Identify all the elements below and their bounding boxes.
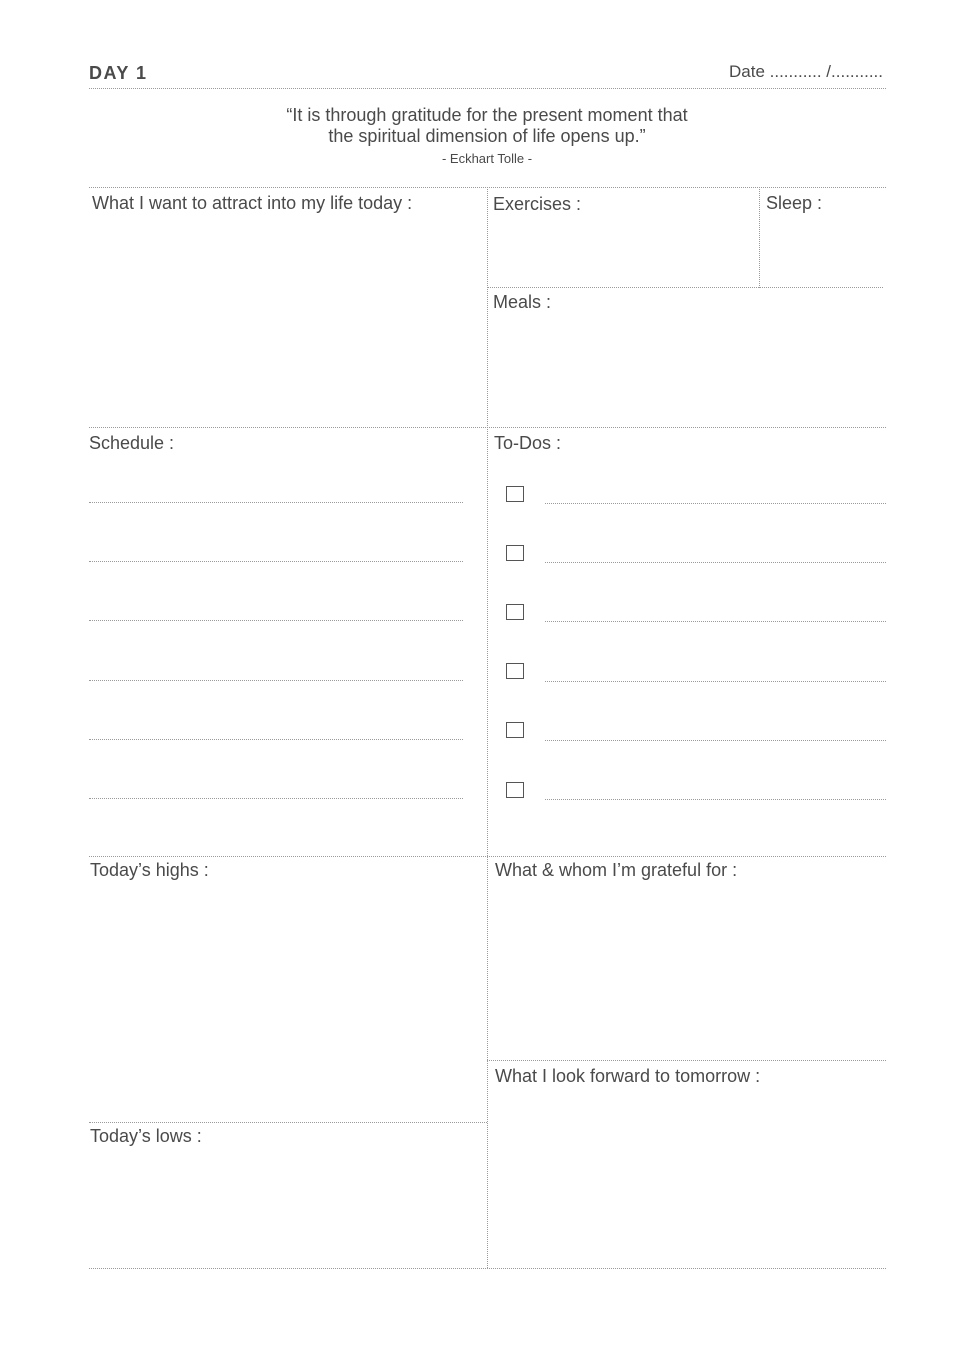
day-title: DAY 1: [89, 63, 148, 83]
schedule-line[interactable]: [89, 680, 463, 681]
todo-line[interactable]: [545, 799, 886, 800]
todos-label: To-Dos :: [494, 433, 562, 453]
meals-label: Meals :: [493, 292, 552, 312]
todo-checkbox[interactable]: [506, 604, 524, 620]
exercises-divider: [487, 287, 883, 288]
todo-checkbox[interactable]: [506, 663, 524, 679]
todo-checkbox[interactable]: [506, 722, 524, 738]
todo-checkbox[interactable]: [506, 782, 524, 798]
center-divider: [487, 187, 488, 1268]
todo-line[interactable]: [545, 503, 886, 504]
todo-checkbox[interactable]: [506, 545, 524, 561]
grateful-label: What & whom I’m grateful for :: [495, 860, 738, 880]
header-divider: [89, 88, 886, 89]
attract-label: What I want to attract into my life today :: [92, 193, 413, 213]
todo-line[interactable]: [545, 621, 886, 622]
todo-checkbox[interactable]: [506, 486, 524, 502]
schedule-line[interactable]: [89, 620, 463, 621]
page-bottom-line: [89, 1268, 886, 1269]
sleep-label: Sleep :: [766, 193, 823, 213]
schedule-line[interactable]: [89, 739, 463, 740]
quote-line-1: “It is through gratitude for the present moment that: [286, 105, 688, 125]
lows-label: Today’s lows :: [90, 1126, 202, 1146]
quote-line-2: the spiritual dimension of life opens up.”: [328, 126, 646, 146]
schedule-label: Schedule :: [89, 433, 175, 453]
todo-line[interactable]: [545, 740, 886, 741]
schedule-line[interactable]: [89, 798, 463, 799]
grateful-divider: [487, 1060, 886, 1061]
todo-line[interactable]: [545, 562, 886, 563]
sleep-divider: [759, 187, 760, 288]
quote-author: - Eckhart Tolle -: [441, 151, 533, 166]
forward-label: What I look forward to tomorrow :: [495, 1066, 761, 1086]
exercises-label: Exercises :: [493, 194, 582, 214]
schedule-divider: [89, 856, 886, 857]
highs-divider: [89, 1122, 487, 1123]
schedule-line[interactable]: [89, 502, 463, 503]
meals-divider: [89, 427, 886, 428]
date-field[interactable]: Date ........... /...........: [729, 62, 883, 81]
todo-line[interactable]: [545, 681, 886, 682]
schedule-line[interactable]: [89, 561, 463, 562]
highs-label: Today’s highs :: [90, 860, 209, 880]
